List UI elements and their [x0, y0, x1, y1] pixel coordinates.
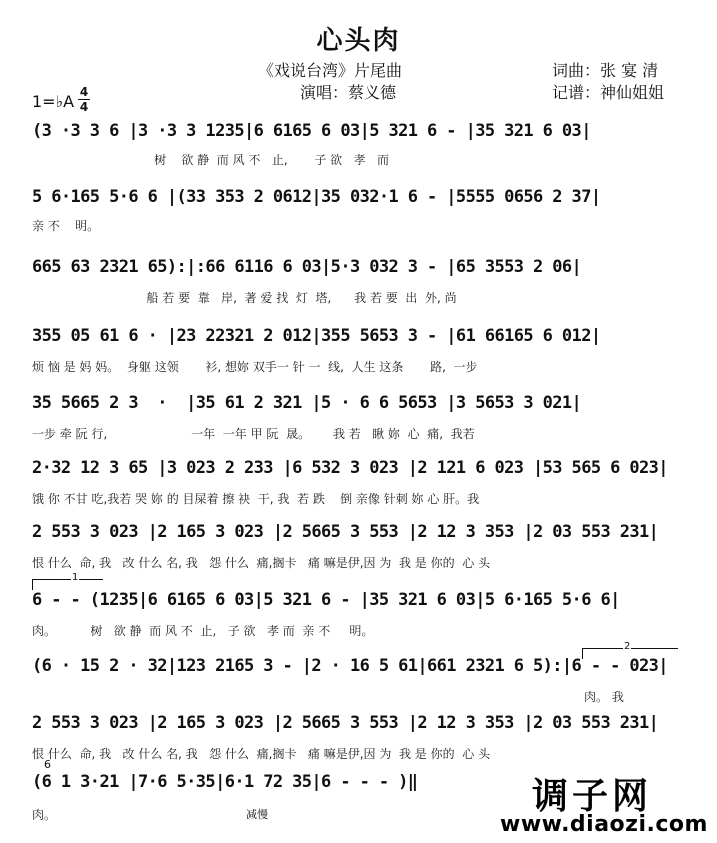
- score-row-9-lyrics: 肉。 我: [584, 690, 624, 704]
- score-row-11-notes: (6 1 3·21 |7·6 5·35|6·1 72 35|6 - - - )‖: [32, 772, 418, 792]
- time-signature-bottom: 4: [79, 100, 89, 114]
- score-row-10-lyrics: 恨 什么 命, 我 改 什么 名, 我 怨 什么 痛,搁卡 痛 嘛是伊,因 为 我 是 你的 心 头: [32, 747, 491, 761]
- score-row-8-notes: 6 - - (1235|6 6165 6 03|5 321 6 - |35 321 6 03|5 6·165 5·6 6|: [32, 590, 620, 610]
- score-row-6-notes: 2·32 12 3 65 |3 023 2 233 |6 532 3 023 |2 121 6 023 |53 565 6 023|: [32, 458, 668, 478]
- site-url-watermark: www.diaozi.com: [500, 812, 708, 837]
- subtitle: 《戏说台湾》片尾曲: [258, 61, 403, 80]
- tempo-mark: 减慢: [246, 808, 268, 821]
- score-row-4-lyrics: 烦 恼 是 妈 妈。 身躯 这领 衫, 想妳 双手一 针 一 线, 人生 这条 路, 一步: [32, 360, 478, 374]
- transcriber: 记谱：神仙姐姐: [552, 83, 665, 102]
- time-signature-top: 4: [79, 85, 89, 99]
- score-row-4-notes: 355 05 61 6 · |23 22321 2 012|355 5653 3 - |61 66165 6 012|: [32, 326, 601, 346]
- score-row-2-lyrics: 亲 不 明。: [32, 219, 100, 233]
- volta-2-number: 2: [624, 641, 631, 652]
- score-row-9-notes: (6 · 15 2 · 32|123 2165 3 - |2 · 16 5 61|661 2321 6 5):|6 - - 023|: [32, 656, 668, 676]
- score-row-5-lyrics: 一步 牵 阮 行, 一年 一年 甲 阮 晟。 我 若 瞅 妳 心 痛, 我若: [32, 427, 475, 441]
- score-row-7-notes: 2 553 3 023 |2 165 3 023 |2 5665 3 553 |2 12 3 353 |2 03 553 231|: [32, 522, 659, 542]
- lyricist-composer: 词曲：张 宴 清: [552, 61, 659, 80]
- score-row-2-notes: 5 6·165 5·6 6 |(33 353 2 0612|35 032·1 6 - |5555 0656 2 37|: [32, 187, 601, 207]
- key-signature: 1=♭A: [32, 92, 75, 111]
- score-row-3-lyrics: 船 若 要 靠 岸, 著 爱 找 灯 塔, 我 若 要 出 外, 尚: [32, 291, 457, 305]
- score-row-1-notes: (3 ·3 3 6 |3 ·3 3 1235|6 6165 6 03|5 321 6 - |35 321 6 03|: [32, 121, 591, 141]
- score-row-7-lyrics: 恨 什么 命, 我 改 什么 名, 我 怨 什么 痛,搁卡 痛 嘛是伊,因 为 我 是 你的 心 头: [32, 556, 491, 570]
- score-row-8-lyrics: 肉。 树 欲 静 而 风 不 止, 子 欲 孝 而 亲 不 明。: [32, 624, 374, 638]
- grace-note: 6: [44, 758, 51, 771]
- score-row-5-notes: 35 5665 2 3 · |35 61 2 321 |5 · 6 6 5653 |3 5653 3 021|: [32, 393, 582, 413]
- time-signature: [78, 86, 90, 113]
- score-row-11-lyrics: 肉。: [32, 808, 57, 822]
- song-title: 心头肉: [316, 26, 401, 56]
- score-row-1-lyrics: 树 欲 静 而 风 不 止, 子 欲 孝 而: [32, 153, 390, 167]
- volta-1-number: 1: [72, 572, 79, 583]
- score-row-3-notes: 665 63 2321 65):|:66 6116 6 03|5·3 032 3 - |65 3553 2 06|: [32, 257, 582, 277]
- score-row-6-lyrics: 饿 你 不甘 吃,我若 哭 妳 的 目屎着 擦 袂 干, 我 若 跌 倒 亲像 针刺 妳 心 肝。我: [32, 492, 480, 506]
- score-row-10-notes: 2 553 3 023 |2 165 3 023 |2 5665 3 553 |2 12 3 353 |2 03 553 231|: [32, 713, 659, 733]
- site-logo-watermark: 调子网: [532, 776, 653, 817]
- volta-1-bracket: [32, 572, 103, 590]
- singer: 演唱：蔡义德: [300, 83, 397, 102]
